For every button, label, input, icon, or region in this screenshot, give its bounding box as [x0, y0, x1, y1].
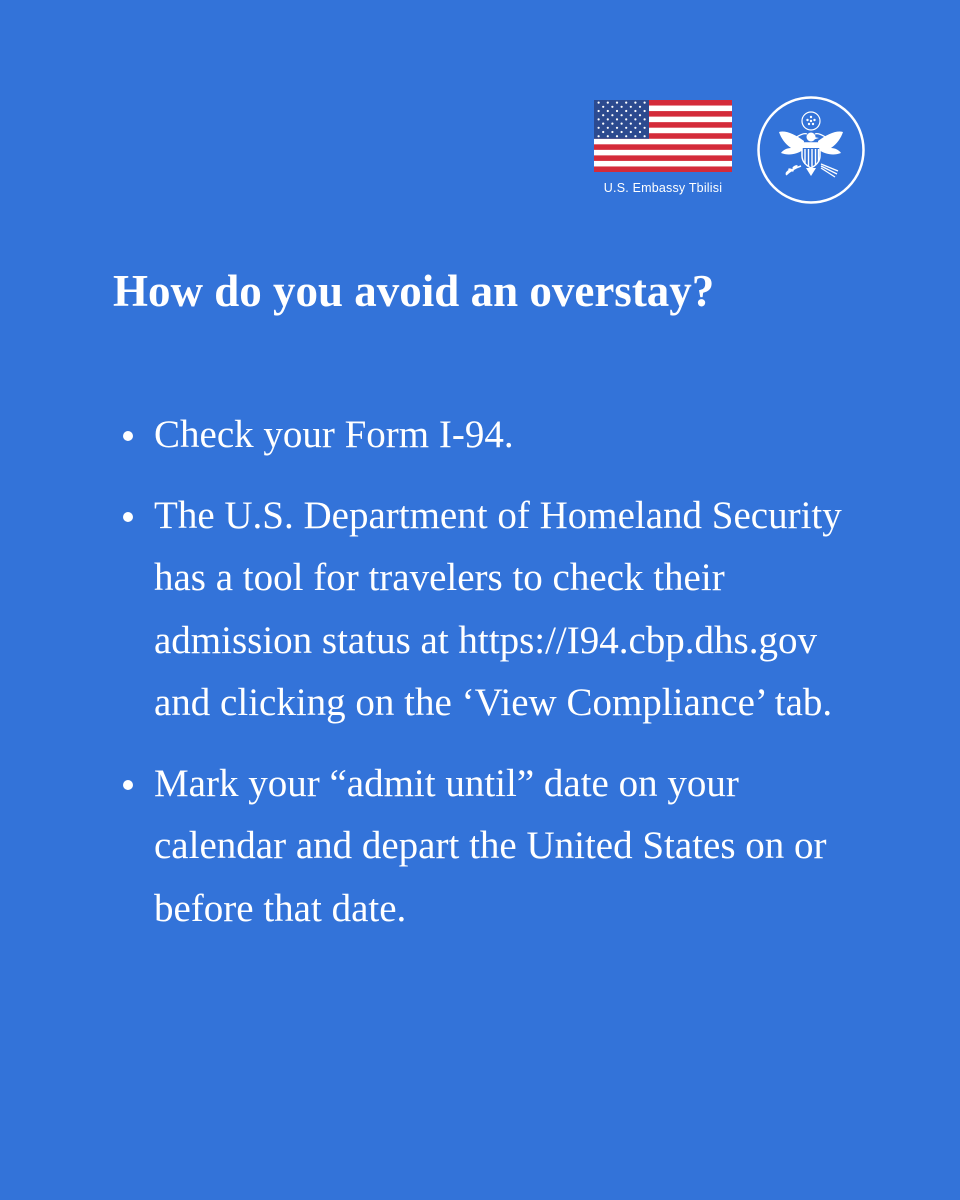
flag-star	[598, 102, 600, 104]
flag-star	[630, 131, 632, 133]
list-item	[120, 485, 860, 735]
flag-star	[625, 118, 627, 120]
flag-star	[625, 102, 627, 104]
bullet-text: Mark your “admit until” date on your calendar and depart the United States on or before that date.	[154, 761, 827, 930]
flag-star	[616, 135, 618, 137]
flag-star	[621, 131, 623, 133]
flag-star	[598, 118, 600, 120]
flag-star	[607, 118, 609, 120]
flag-star	[607, 135, 609, 137]
flag-star	[625, 135, 627, 137]
flag-star	[630, 106, 632, 108]
flag-star	[639, 106, 641, 108]
bullet-icon	[123, 431, 133, 441]
bullet-text: The U.S. Department of Homeland Security has a tool for travelers to check their admission status at https://I94.cbp.dhs.gov and clicking on the ‘View Compliance’ tab.	[154, 493, 842, 724]
flag-star	[616, 102, 618, 104]
flag-star	[634, 110, 636, 112]
flag-star	[639, 114, 641, 116]
bullet-icon	[123, 512, 133, 522]
bullet-list	[120, 404, 860, 958]
flag-star	[639, 123, 641, 125]
flag-star	[598, 135, 600, 137]
flag-star	[644, 135, 646, 137]
flag-star	[611, 114, 613, 116]
flag-star	[607, 110, 609, 112]
embassy-name: U.S. Embassy Tbilisi	[603, 181, 723, 195]
great-seal-icon	[757, 96, 865, 204]
flag-star	[625, 110, 627, 112]
flag-star	[598, 127, 600, 129]
flag-star	[611, 106, 613, 108]
flag-star	[644, 127, 646, 129]
bullet-text: Check your Form I-94.	[154, 413, 514, 456]
flag-star	[602, 106, 604, 108]
flag-star	[630, 123, 632, 125]
flag-star	[602, 131, 604, 133]
flag-star	[602, 114, 604, 116]
list-item	[120, 404, 860, 467]
flag-star	[616, 118, 618, 120]
flag-block	[594, 100, 732, 195]
flag-star	[639, 131, 641, 133]
flag-star	[634, 127, 636, 129]
flag-star	[625, 127, 627, 129]
flag-star	[634, 135, 636, 137]
flag-star	[607, 102, 609, 104]
flag-star	[616, 110, 618, 112]
flag-star	[621, 114, 623, 116]
flag-star	[644, 118, 646, 120]
list-item	[120, 753, 860, 941]
flag-star	[630, 114, 632, 116]
bullet-icon	[123, 780, 133, 790]
flag-star	[602, 123, 604, 125]
flag-star	[634, 102, 636, 104]
flag-star	[598, 110, 600, 112]
us-flag-icon	[594, 100, 732, 172]
page-title: How do you avoid an overstay?	[113, 266, 715, 316]
flag-star	[607, 127, 609, 129]
flag-star	[644, 102, 646, 104]
flag-star	[634, 118, 636, 120]
flag-star	[611, 123, 613, 125]
flag-star	[644, 110, 646, 112]
flag-star	[611, 131, 613, 133]
flag-star	[621, 123, 623, 125]
flag-star	[616, 127, 618, 129]
flag-star	[621, 106, 623, 108]
